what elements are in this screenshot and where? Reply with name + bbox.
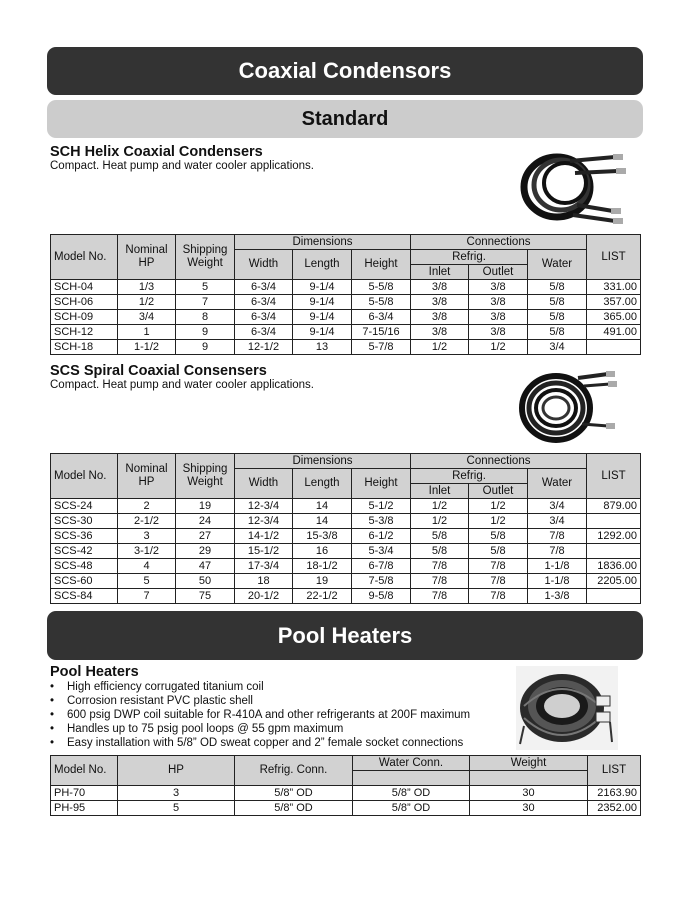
cell-list: 2163.90 [588, 786, 641, 801]
table-row [51, 310, 641, 325]
cell-water: 5/8 [528, 310, 587, 325]
pool-heater-image [516, 666, 618, 750]
cell-list [587, 589, 641, 604]
cell-water: 7/8 [528, 529, 587, 544]
cell-water: 1-1/8 [528, 574, 587, 589]
cell-hp: 3-1/2 [118, 544, 176, 559]
standard-banner: Standard [47, 100, 643, 138]
col-nominal-hp: Nominal HP [118, 235, 176, 280]
cell-weight: 30 [470, 801, 588, 816]
cell-weight: 29 [176, 544, 235, 559]
cell-hp: 3 [118, 786, 235, 801]
cell-water: 1-3/8 [528, 589, 587, 604]
col-weight: Weight [470, 756, 588, 771]
pool-heaters-banner: Pool Heaters [47, 611, 643, 660]
cell-model: SCS-30 [51, 514, 118, 529]
cell-height: 5-5/8 [352, 295, 411, 310]
cell-inlet: 3/8 [411, 295, 469, 310]
cell-hp: 4 [118, 559, 176, 574]
cell-outlet: 1/2 [469, 499, 528, 514]
cell-width: 17-3/4 [235, 559, 293, 574]
cell-width: 6-3/4 [235, 280, 293, 295]
col-outlet: Outlet [469, 265, 528, 280]
cell-hp: 7 [118, 589, 176, 604]
cell-model: SCS-42 [51, 544, 118, 559]
cell-hp: 5 [118, 801, 235, 816]
cell-hp: 1/2 [118, 295, 176, 310]
cell-height: 5-5/8 [352, 280, 411, 295]
col-height: Height [352, 250, 411, 280]
cell-list: 365.00 [587, 310, 641, 325]
cell-height: 6-3/4 [352, 310, 411, 325]
col-weight-blank [470, 771, 588, 786]
col-water: Water [528, 469, 587, 499]
col-dimensions: Dimensions [235, 454, 411, 469]
table-row [51, 559, 641, 574]
cell-model: SCH-09 [51, 310, 118, 325]
cell-weight: 9 [176, 340, 235, 355]
cell-weight: 8 [176, 310, 235, 325]
col-list: LIST [587, 235, 641, 280]
col-refrig: Refrig. [411, 250, 528, 265]
cell-refrig: 5/8” OD [235, 801, 353, 816]
cell-outlet: 5/8 [469, 544, 528, 559]
col-refrig: Refrig. [411, 469, 528, 484]
cell-outlet: 7/8 [469, 574, 528, 589]
cell-width: 14-1/2 [235, 529, 293, 544]
cell-height: 6-7/8 [352, 559, 411, 574]
cell-water: 5/8” OD [353, 786, 470, 801]
cell-height: 5-3/4 [352, 544, 411, 559]
cell-weight: 24 [176, 514, 235, 529]
cell-model: SCH-04 [51, 280, 118, 295]
cell-weight: 50 [176, 574, 235, 589]
cell-model: SCS-60 [51, 574, 118, 589]
cell-outlet: 3/8 [469, 310, 528, 325]
cell-width: 20-1/2 [235, 589, 293, 604]
cell-refrig: 5/8” OD [235, 786, 353, 801]
cell-height: 7-5/8 [352, 574, 411, 589]
col-hp: HP [118, 756, 235, 786]
scs-table [50, 453, 641, 604]
cell-water: 5/8 [528, 280, 587, 295]
cell-hp: 2-1/2 [118, 514, 176, 529]
cell-list [587, 340, 641, 355]
cell-list [587, 514, 641, 529]
table-row [51, 589, 641, 604]
cell-list: 491.00 [587, 325, 641, 340]
col-outlet: Outlet [469, 484, 528, 499]
cell-hp: 3/4 [118, 310, 176, 325]
scs-title: SCS Spiral Coaxial Consensers [50, 363, 267, 379]
cell-list: 1292.00 [587, 529, 641, 544]
cell-inlet: 1/2 [411, 340, 469, 355]
cell-weight: 5 [176, 280, 235, 295]
col-model-no: Model No. [51, 454, 118, 499]
cell-outlet: 5/8 [469, 529, 528, 544]
cell-length: 15-3/8 [293, 529, 352, 544]
cell-list: 2205.00 [587, 574, 641, 589]
cell-weight: 9 [176, 325, 235, 340]
cell-water: 5/8 [528, 325, 587, 340]
cell-length: 16 [293, 544, 352, 559]
spiral-coil-image [508, 364, 620, 448]
cell-hp: 5 [118, 574, 176, 589]
cell-model: SCS-84 [51, 589, 118, 604]
cell-water: 5/8 [528, 295, 587, 310]
col-dimensions: Dimensions [235, 235, 411, 250]
cell-height: 5-7/8 [352, 340, 411, 355]
col-water: Water [528, 250, 587, 280]
cell-list: 879.00 [587, 499, 641, 514]
col-refrig-conn: Refrig. Conn. [235, 756, 353, 786]
col-list: LIST [587, 454, 641, 499]
table-row [51, 280, 641, 295]
col-connections: Connections [411, 235, 587, 250]
cell-weight: 27 [176, 529, 235, 544]
cell-width: 6-3/4 [235, 295, 293, 310]
cell-list [587, 544, 641, 559]
cell-inlet: 3/8 [411, 325, 469, 340]
cell-width: 15-1/2 [235, 544, 293, 559]
col-width: Width [235, 469, 293, 499]
cell-water: 3/4 [528, 340, 587, 355]
list-item: • 600 psig DWP coil suitable for R-410A and other refrigerants at 200F maximum [50, 708, 470, 722]
table-row [51, 529, 641, 544]
cell-length: 9-1/4 [293, 310, 352, 325]
sch-title: SCH Helix Coaxial Condensers [50, 144, 263, 160]
col-nominal-hp: Nominal HP [118, 454, 176, 499]
cell-inlet: 7/8 [411, 574, 469, 589]
cell-height: 9-5/8 [352, 589, 411, 604]
col-inlet: Inlet [411, 265, 469, 280]
cell-width: 12-1/2 [235, 340, 293, 355]
table-row [51, 514, 641, 529]
col-inlet: Inlet [411, 484, 469, 499]
sch-subtitle: Compact. Heat pump and water cooler applications. [50, 160, 315, 172]
cell-length: 9-1/4 [293, 295, 352, 310]
list-item: • Corrosion resistant PVC plastic shell [50, 694, 470, 708]
pool-title: Pool Heaters [50, 664, 139, 680]
col-water-conn-blank [353, 771, 470, 786]
table-row [51, 786, 641, 801]
col-width: Width [235, 250, 293, 280]
cell-hp: 1-1/2 [118, 340, 176, 355]
cell-model: SCH-18 [51, 340, 118, 355]
cell-hp: 2 [118, 499, 176, 514]
col-model-no: Model No. [51, 235, 118, 280]
cell-outlet: 3/8 [469, 295, 528, 310]
cell-length: 9-1/4 [293, 280, 352, 295]
cell-inlet: 1/2 [411, 499, 469, 514]
coaxial-condensors-banner: Coaxial Condensors [47, 47, 643, 95]
cell-water: 1-1/8 [528, 559, 587, 574]
cell-hp: 3 [118, 529, 176, 544]
cell-inlet: 1/2 [411, 514, 469, 529]
col-connections: Connections [411, 454, 587, 469]
cell-model: SCH-06 [51, 295, 118, 310]
col-shipping-weight: Shipping Weight [176, 454, 235, 499]
cell-water: 7/8 [528, 544, 587, 559]
col-list: LIST [588, 756, 641, 786]
col-height: Height [352, 469, 411, 499]
cell-weight: 47 [176, 559, 235, 574]
scs-subtitle: Compact. Heat pump and water cooler applications. [50, 379, 315, 391]
table-row [51, 544, 641, 559]
cell-weight: 19 [176, 499, 235, 514]
col-length: Length [293, 250, 352, 280]
cell-outlet: 1/2 [469, 340, 528, 355]
cell-length: 13 [293, 340, 352, 355]
col-water-conn: Water Conn. [353, 756, 470, 771]
cell-length: 18-1/2 [293, 559, 352, 574]
cell-inlet: 5/8 [411, 529, 469, 544]
cell-outlet: 7/8 [469, 559, 528, 574]
cell-width: 6-3/4 [235, 325, 293, 340]
cell-model: PH-70 [51, 786, 118, 801]
cell-inlet: 3/8 [411, 280, 469, 295]
cell-width: 12-3/4 [235, 514, 293, 529]
table-row [51, 295, 641, 310]
cell-outlet: 1/2 [469, 514, 528, 529]
cell-list: 331.00 [587, 280, 641, 295]
cell-inlet: 5/8 [411, 544, 469, 559]
cell-inlet: 3/8 [411, 310, 469, 325]
cell-outlet: 3/8 [469, 280, 528, 295]
cell-model: SCH-12 [51, 325, 118, 340]
cell-weight: 7 [176, 295, 235, 310]
cell-width: 6-3/4 [235, 310, 293, 325]
cell-length: 22-1/2 [293, 589, 352, 604]
table-row [51, 499, 641, 514]
table-row [51, 801, 641, 816]
list-item: • High efficiency corrugated titanium coil [50, 680, 470, 694]
cell-hp: 1 [118, 325, 176, 340]
cell-hp: 1/3 [118, 280, 176, 295]
table-row [51, 325, 641, 340]
col-length: Length [293, 469, 352, 499]
cell-list: 1836.00 [587, 559, 641, 574]
cell-width: 18 [235, 574, 293, 589]
pool-table [50, 755, 641, 816]
sch-table [50, 234, 641, 355]
col-model-no: Model No. [51, 756, 118, 786]
cell-length: 14 [293, 499, 352, 514]
cell-length: 9-1/4 [293, 325, 352, 340]
cell-water: 3/4 [528, 514, 587, 529]
list-item: • Easy installation with 5/8” OD sweat copper and 2” female socket connections [50, 736, 470, 750]
helix-coil-image [515, 143, 635, 228]
table-row [51, 340, 641, 355]
cell-weight: 75 [176, 589, 235, 604]
col-shipping-weight: Shipping Weight [176, 235, 235, 280]
cell-water: 5/8” OD [353, 801, 470, 816]
cell-length: 19 [293, 574, 352, 589]
cell-inlet: 7/8 [411, 559, 469, 574]
cell-length: 14 [293, 514, 352, 529]
list-item: • Handles up to 75 psig pool loops @ 55 gpm maximum [50, 722, 470, 736]
cell-model: SCS-48 [51, 559, 118, 574]
cell-height: 5-1/2 [352, 499, 411, 514]
cell-model: PH-95 [51, 801, 118, 816]
cell-list: 2352.00 [588, 801, 641, 816]
cell-inlet: 7/8 [411, 589, 469, 604]
cell-list: 357.00 [587, 295, 641, 310]
cell-height: 7-15/16 [352, 325, 411, 340]
cell-model: SCS-36 [51, 529, 118, 544]
pool-feature-list [50, 680, 470, 750]
cell-width: 12-3/4 [235, 499, 293, 514]
cell-model: SCS-24 [51, 499, 118, 514]
cell-height: 5-3/8 [352, 514, 411, 529]
cell-height: 6-1/2 [352, 529, 411, 544]
table-row [51, 574, 641, 589]
cell-outlet: 7/8 [469, 589, 528, 604]
cell-weight: 30 [470, 786, 588, 801]
cell-outlet: 3/8 [469, 325, 528, 340]
cell-water: 3/4 [528, 499, 587, 514]
